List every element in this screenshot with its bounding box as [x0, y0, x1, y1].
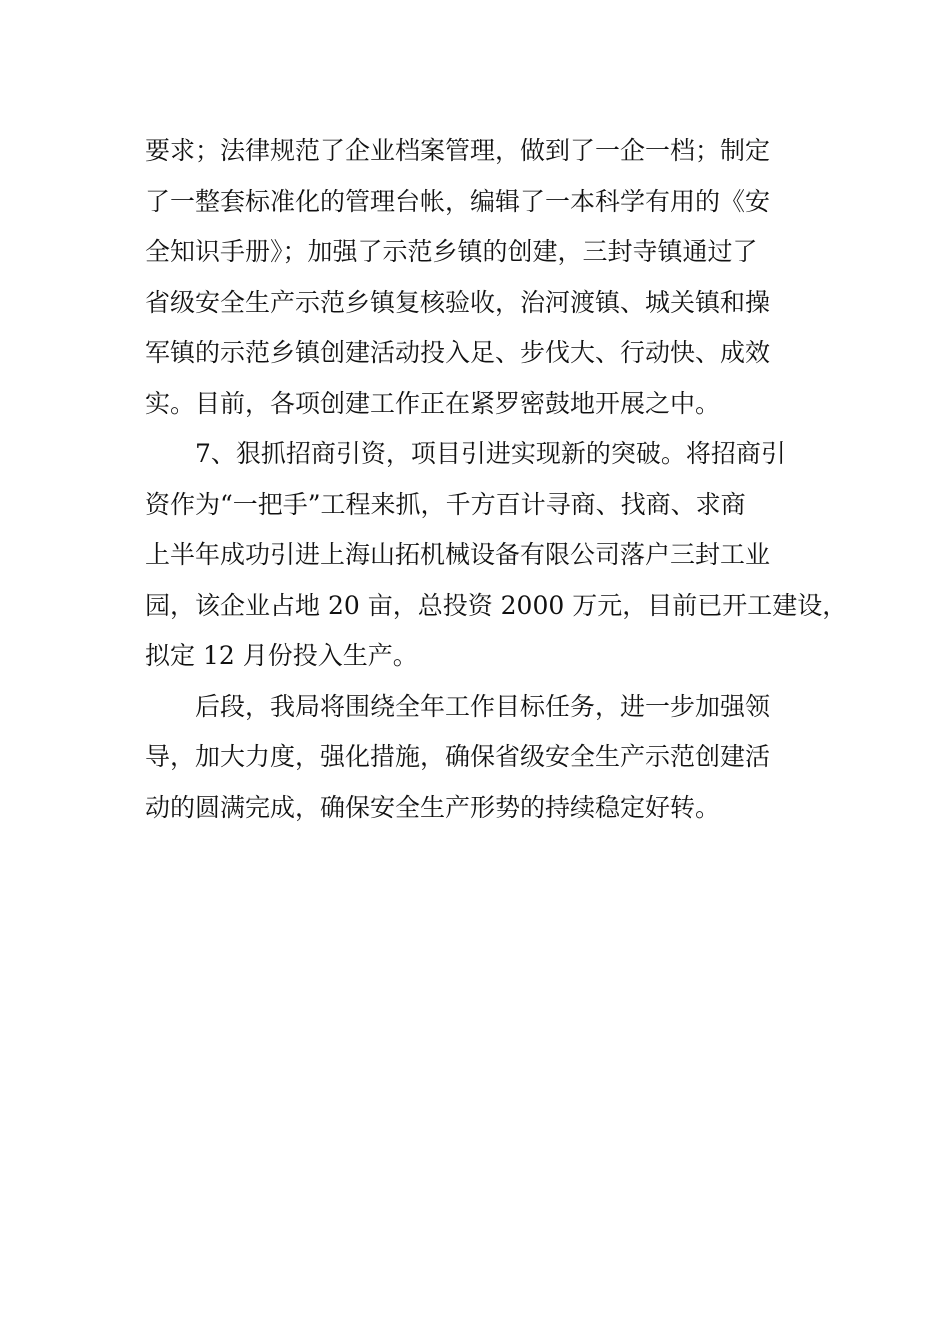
text-line: 军镇的示范乡镇创建活动投入足、步伐大、行动快、成效: [145, 338, 771, 367]
text-line: 要求；法律规范了企业档案管理，做到了一企一档；制定: [145, 136, 771, 165]
text-line: 省级安全生产示范乡镇复核验收，治河渡镇、城关镇和操: [145, 287, 771, 317]
paragraph-3: [145, 682, 835, 834]
paragraph-1: [145, 126, 835, 429]
paragraph-2: [145, 429, 848, 682]
text-line: 拟定 12 月份投入生产。: [145, 641, 418, 670]
text-line: 实。目前，各项创建工作正在紧罗密鼓地开展之中。: [145, 388, 721, 418]
text-line: 后段，我局将围绕全年工作目标任务，进一步加强领: [195, 691, 771, 721]
text-line: 了一整套标准化的管理台帐，编辑了一本科学有用的《安: [145, 186, 771, 216]
text-line: 园，该企业占地 20 亩，总投资 2000 万元，目前已开工建设，: [145, 590, 848, 620]
text-line: 资作为“一把手”工程来抓，千方百计寻商、找商、求商: [145, 489, 746, 519]
document-body: [145, 126, 848, 833]
text-line: 动的圆满完成，确保安全生产形势的持续稳定好转。: [145, 792, 721, 822]
text-line: 导，加大力度，强化措施，确保省级安全生产示范创建活: [145, 742, 771, 771]
text-line: 全知识手册》；加强了示范乡镇的创建，三封寺镇通过了: [145, 237, 758, 266]
text-line: 上半年成功引进上海山拓机械设备有限公司落户三封工业: [145, 540, 771, 569]
text-line: 7、狠抓招商引资，项目引进实现新的突破。将招商引: [195, 439, 786, 468]
